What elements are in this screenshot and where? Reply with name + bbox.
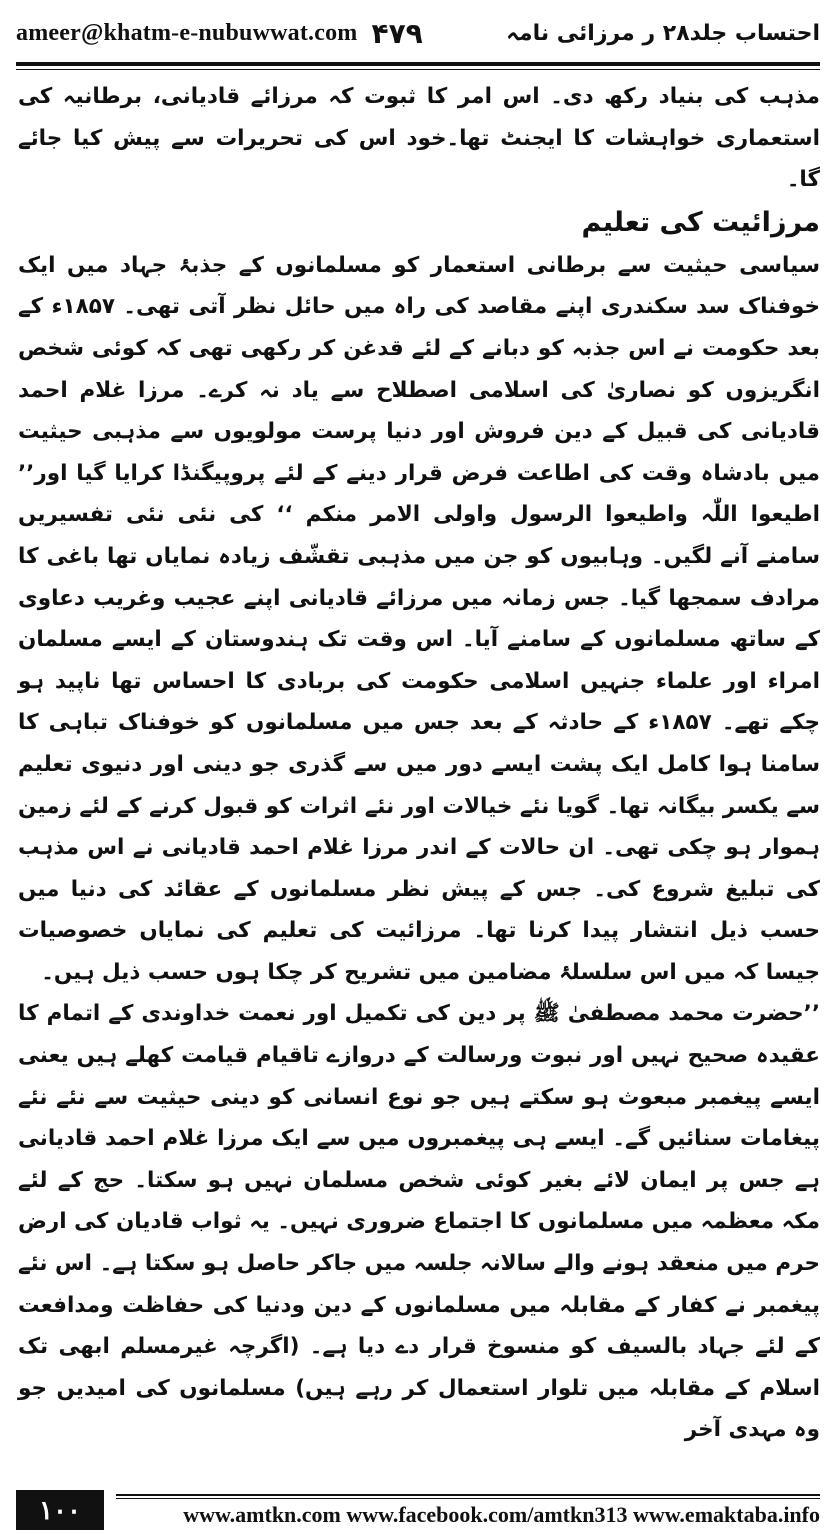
header-page-number: ۴۷۹ <box>371 16 423 50</box>
page-body <box>18 76 820 1464</box>
paragraph-quote: ’’حضرت محمد مصطفیٰ ﷺ پر دین کی تکمیل اور نعمت خداوندی کے اتمام کا عقیدہ صحیح نہیں اور نبوت ورسالت کے دروازے تاقیام قیامت کھلے ہیں یعنی ایسے پیغمبر مبعوث ہو سکتے ہیں جو نوع انسانی کو دینی حیثیت سے نئے نئے پیغامات سنائیں گے۔ ایسے ہی پیغمبروں میں سے ایک مرزا غلام احمد قادیانی ہے جس پر ایمان لائے بغیر کوئی شخص مسلمان نہیں ہو سکتا۔ حج کے لئے مکہ معظمہ میں مسلمانوں کا اجتماع ضروری نہیں۔ یہ ثواب قادیان کی ارض حرم میں منعقد ہونے والے سالانہ جلسہ میں جاکر حاصل ہو سکتا ہے۔ اس نئے پیغمبر نے کفار کے مقابلہ میں مسلمانوں کے دین ودنیا کی حفاظت ومدافعت کے لئے جہاد بالسیف کو منسوخ قرار دے دیا ہے۔ (اگرچہ غیرمسلم ابھی تک اسلام کے مقابلہ میں تلوار استعمال کر رہے ہیں) مسلمانوں کی امیدیں جو وہ مہدی آخر <box>18 1001 820 1443</box>
section-heading: مرزائیت کی تعلیم <box>581 206 820 238</box>
header-rule-thick <box>16 62 820 66</box>
page-footer <box>16 1492 820 1532</box>
header-email: ameer@khatm-e-nubuwwat.com <box>16 19 358 46</box>
footer-rule-thin <box>116 1498 820 1499</box>
footer-page-number-badge: ۱۰۰ <box>16 1490 104 1530</box>
header-rule-thin <box>16 69 820 70</box>
footer-rule-thick <box>116 1494 820 1496</box>
header-left <box>16 17 423 50</box>
page-header <box>16 8 820 58</box>
paragraph-intro: مذہب کی بنیاد رکھ دی۔ اس امر کا ثبوت کہ مرزائے قادیانی، برطانیہ کی استعماری خواہشات کا ایجنٹ تھا۔خود اس کی تحریرات سے پیش کیا جائے گا۔ <box>18 84 820 193</box>
header-book-title: احتساب جلد۲۸ ر مرزائی نامہ <box>506 20 820 46</box>
paragraph-main: سیاسی حیثیت سے برطانی استعمار کو مسلمانوں کے جذبۂ جہاد میں ایک خوفناک سد سکندری اپنے مقاصد کی راہ میں حائل نظر آتی تھی۔ ۱۸۵۷ء کے بعد حکومت نے اس جذبہ کو دبانے کے لئے قدغن کر رکھی تھی کہ کوئی شخص انگریزوں کو نصاریٰ کی اسلامی اصطلاح سے یاد نہ کرے۔ مرزا غلام احمد قادیانی کی قبیل کے دین فروش اور دنیا پرست مولویوں سے مذہبی حیثیت میں بادشاہ وقت کی اطاعت فرض قرار دینے کے لئے پروپیگنڈا کرایا گیا اور’’ اطیعوا اللّٰہ واطیعوا الرسول واولی الامر منکم ‘‘ کی نئی نئی تفسیریں سامنے آنے لگیں۔ وہابیوں کو جن میں مذہبی تقشّف زیادہ نمایاں تھا باغی کا مرادف سمجھا گیا۔ جس زمانہ میں مرزائے قادیانی اپنے عجیب وغریب دعاوی کے ساتھ مسلمانوں کے سامنے آیا۔ اس وقت تک ہندوستان کے ایسے مسلمان امراء اور علماء جنہیں اسلامی حکومت کی بربادی کا احساس تھا ناپید ہو چکے تھے۔ ۱۸۵۷ء کے حادثہ کے بعد جس میں مسلمانوں کو خوفناک تباہی کا سامنا ہوا کامل ایک پشت ایسے دور میں سے گذری جو دینی اور دنیوی تعلیم سے یکسر بیگانہ تھا۔ گویا نئے خیالات اور نئے اثرات کو قبول کرنے کے لئے زمین ہموار ہو چکی تھی۔ ان حالات کے اندر مرزا غلام احمد قادیانی نے اس مذہب کی تبلیغ شروع کی۔ جس کے پیش نظر مسلمانوں کے عقائد کی دنیا میں حسب ذیل انتشار پیدا کرنا تھا۔ مرزائیت کی تعلیم کی نمایاں خصوصیات جیسا کہ میں اس سلسلۂ مضامین میں تشریح کر چکا ہوں حسب ذیل ہیں۔ <box>18 252 820 985</box>
footer-urls: www.amtkn.com www.facebook.com/amtkn313 www.emaktaba.info <box>183 1502 820 1527</box>
